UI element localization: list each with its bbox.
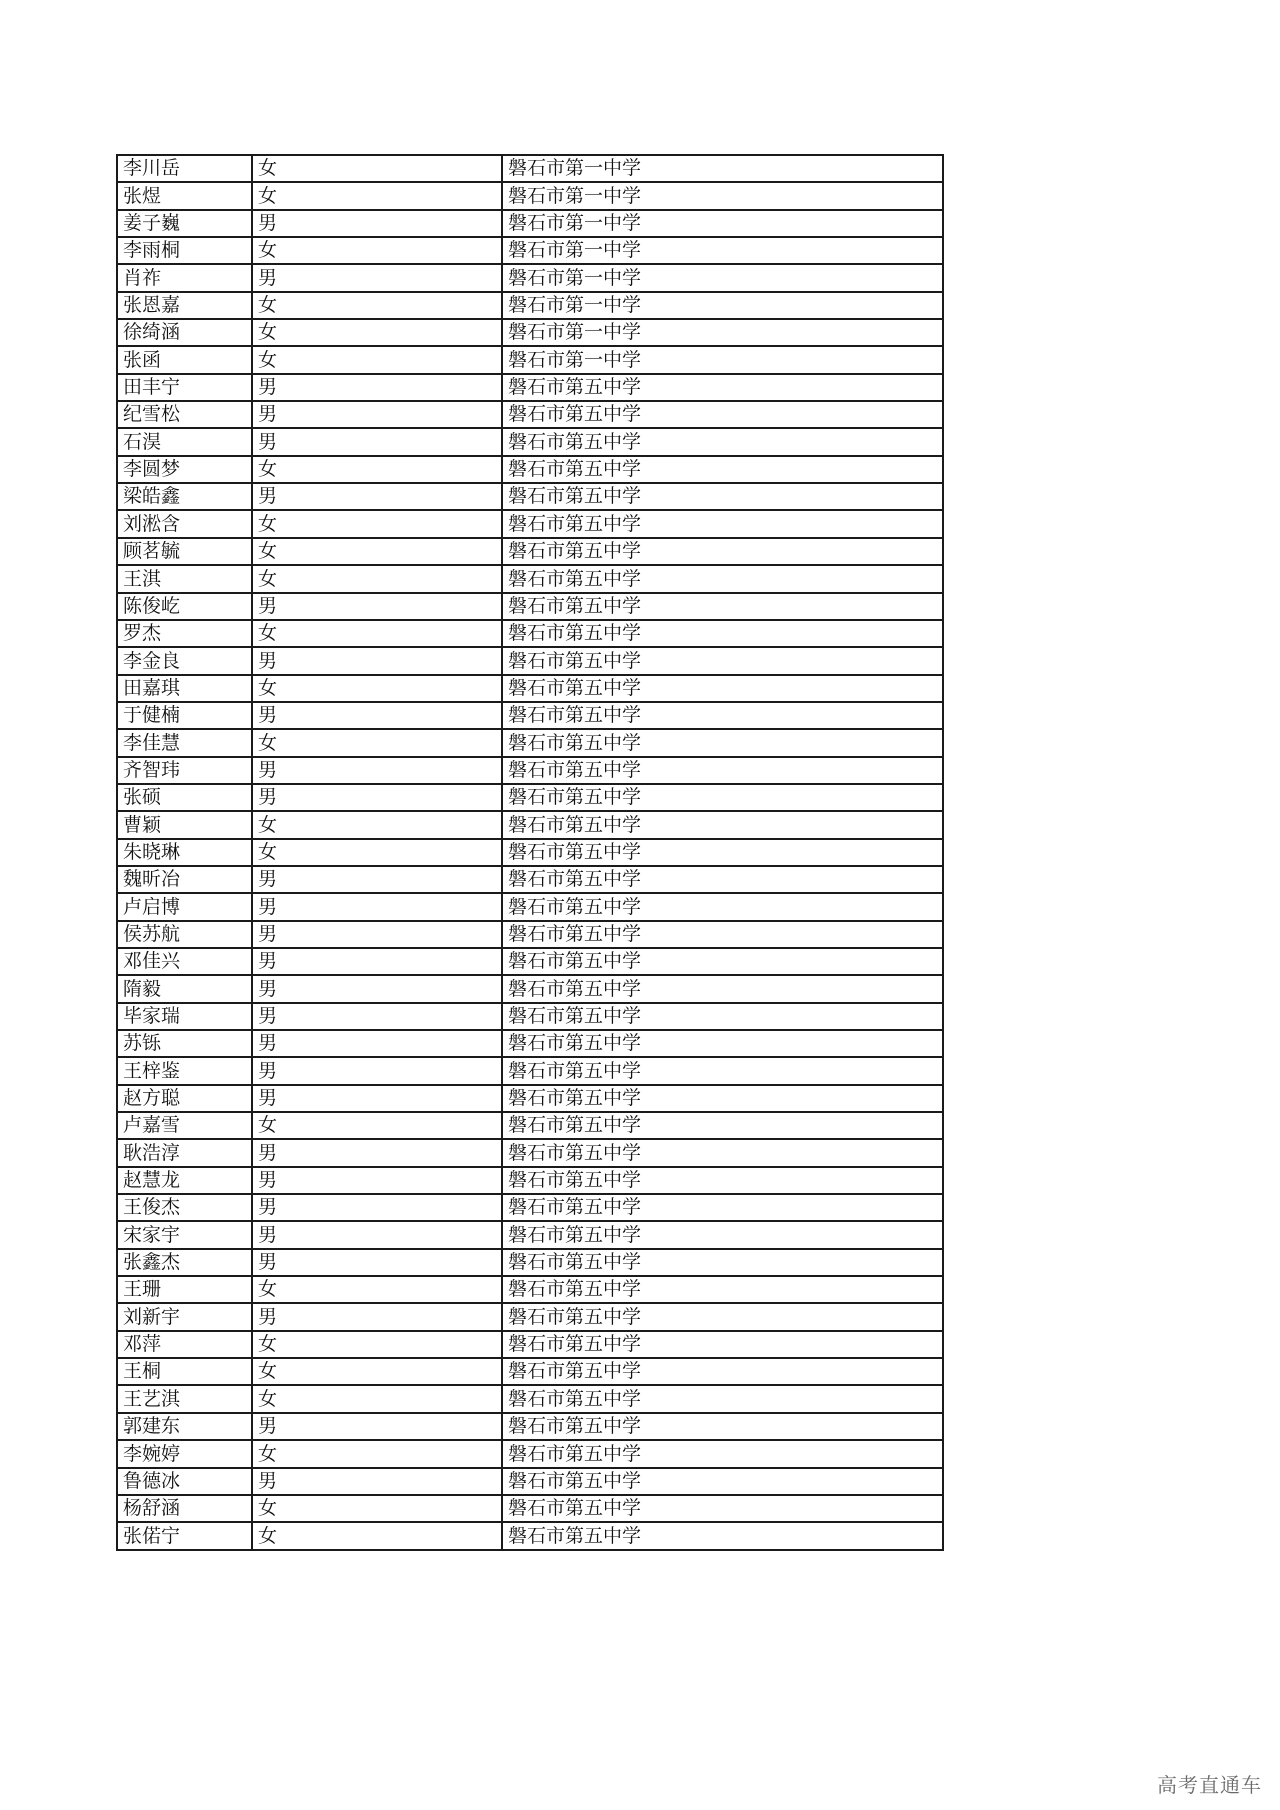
school-cell: 磐石市第五中学 — [502, 620, 943, 647]
gender-cell: 女 — [252, 538, 502, 565]
name-cell: 徐绮涵 — [117, 319, 252, 346]
school-cell: 磐石市第五中学 — [502, 428, 943, 455]
gender-cell: 男 — [252, 483, 502, 510]
name-cell: 张恩嘉 — [117, 292, 252, 319]
school-cell: 磐石市第五中学 — [502, 1385, 943, 1412]
table-row — [117, 1112, 943, 1139]
table-row — [117, 757, 943, 784]
name-cell: 李金良 — [117, 647, 252, 674]
name-cell: 朱晓琳 — [117, 839, 252, 866]
table-row — [117, 565, 943, 592]
gender-cell: 男 — [252, 921, 502, 948]
name-cell: 张函 — [117, 346, 252, 373]
table-row — [117, 702, 943, 729]
name-cell: 张煜 — [117, 182, 252, 209]
school-cell: 磐石市第五中学 — [502, 1139, 943, 1166]
school-cell: 磐石市第五中学 — [502, 1194, 943, 1221]
table-row — [117, 893, 943, 920]
name-cell: 刘淞含 — [117, 510, 252, 537]
gender-cell: 男 — [252, 1030, 502, 1057]
school-cell: 磐石市第五中学 — [502, 1112, 943, 1139]
school-cell: 磐石市第五中学 — [502, 565, 943, 592]
name-cell: 李雨桐 — [117, 237, 252, 264]
gender-cell: 男 — [252, 1413, 502, 1440]
name-cell: 耿浩淳 — [117, 1139, 252, 1166]
name-cell: 田嘉琪 — [117, 675, 252, 702]
name-cell: 侯苏航 — [117, 921, 252, 948]
gender-cell: 女 — [252, 1440, 502, 1467]
name-cell: 卢嘉雪 — [117, 1112, 252, 1139]
school-cell: 磐石市第五中学 — [502, 893, 943, 920]
name-cell: 邓佳兴 — [117, 948, 252, 975]
gender-cell: 男 — [252, 374, 502, 401]
table-row — [117, 428, 943, 455]
school-cell: 磐石市第一中学 — [502, 155, 943, 182]
name-cell: 隋毅 — [117, 975, 252, 1002]
school-cell: 磐石市第五中学 — [502, 401, 943, 428]
table-row — [117, 456, 943, 483]
table-row — [117, 593, 943, 620]
name-cell: 张硕 — [117, 784, 252, 811]
name-cell: 石淏 — [117, 428, 252, 455]
gender-cell: 男 — [252, 428, 502, 455]
table-row — [117, 374, 943, 401]
school-cell: 磐石市第一中学 — [502, 237, 943, 264]
gender-cell: 女 — [252, 620, 502, 647]
table-row — [117, 1167, 943, 1194]
name-cell: 曹颖 — [117, 811, 252, 838]
gender-cell: 女 — [252, 729, 502, 756]
gender-cell: 女 — [252, 237, 502, 264]
gender-cell: 男 — [252, 264, 502, 291]
table-row — [117, 1331, 943, 1358]
name-cell: 纪雪松 — [117, 401, 252, 428]
gender-cell: 女 — [252, 155, 502, 182]
name-cell: 李婉婷 — [117, 1440, 252, 1467]
school-cell: 磐石市第五中学 — [502, 1030, 943, 1057]
name-cell: 李佳慧 — [117, 729, 252, 756]
student-list-body — [117, 155, 943, 1550]
school-cell: 磐石市第五中学 — [502, 510, 943, 537]
table-row — [117, 1303, 943, 1330]
table-row — [117, 1495, 943, 1522]
name-cell: 宋家宇 — [117, 1221, 252, 1248]
school-cell: 磐石市第五中学 — [502, 1221, 943, 1248]
gender-cell: 女 — [252, 675, 502, 702]
gender-cell: 男 — [252, 1221, 502, 1248]
school-cell: 磐石市第五中学 — [502, 1358, 943, 1385]
table-row — [117, 866, 943, 893]
school-cell: 磐石市第五中学 — [502, 811, 943, 838]
name-cell: 王俊杰 — [117, 1194, 252, 1221]
table-row — [117, 210, 943, 237]
school-cell: 磐石市第五中学 — [502, 1167, 943, 1194]
name-cell: 赵方聪 — [117, 1085, 252, 1112]
table-row — [117, 675, 943, 702]
school-cell: 磐石市第五中学 — [502, 948, 943, 975]
name-cell: 邓萍 — [117, 1331, 252, 1358]
name-cell: 鲁德冰 — [117, 1468, 252, 1495]
school-cell: 磐石市第一中学 — [502, 182, 943, 209]
name-cell: 王艺淇 — [117, 1385, 252, 1412]
gender-cell: 女 — [252, 811, 502, 838]
name-cell: 李圆梦 — [117, 456, 252, 483]
table-row — [117, 319, 943, 346]
gender-cell: 女 — [252, 565, 502, 592]
gender-cell: 男 — [252, 757, 502, 784]
gender-cell: 女 — [252, 1331, 502, 1358]
name-cell: 卢启博 — [117, 893, 252, 920]
gender-cell: 女 — [252, 319, 502, 346]
school-cell: 磐石市第五中学 — [502, 675, 943, 702]
name-cell: 魏昕冶 — [117, 866, 252, 893]
table-row — [117, 1003, 943, 1030]
school-cell: 磐石市第五中学 — [502, 538, 943, 565]
gender-cell: 女 — [252, 1276, 502, 1303]
gender-cell: 女 — [252, 1358, 502, 1385]
gender-cell: 男 — [252, 866, 502, 893]
table-row — [117, 237, 943, 264]
table-row — [117, 839, 943, 866]
school-cell: 磐石市第一中学 — [502, 319, 943, 346]
school-cell: 磐石市第五中学 — [502, 1003, 943, 1030]
school-cell: 磐石市第五中学 — [502, 729, 943, 756]
name-cell: 于健楠 — [117, 702, 252, 729]
gender-cell: 男 — [252, 210, 502, 237]
table-row — [117, 729, 943, 756]
table-row — [117, 620, 943, 647]
school-cell: 磐石市第五中学 — [502, 784, 943, 811]
table-row — [117, 948, 943, 975]
watermark-text: 高考直通车 — [1157, 1773, 1262, 1797]
table-row — [117, 510, 943, 537]
name-cell: 王桐 — [117, 1358, 252, 1385]
table-row — [117, 647, 943, 674]
table-row — [117, 538, 943, 565]
school-cell: 磐石市第一中学 — [502, 292, 943, 319]
table-row — [117, 1413, 943, 1440]
table-row — [117, 1030, 943, 1057]
school-cell: 磐石市第五中学 — [502, 921, 943, 948]
school-cell: 磐石市第五中学 — [502, 1413, 943, 1440]
table-row — [117, 346, 943, 373]
gender-cell: 男 — [252, 1057, 502, 1084]
school-cell: 磐石市第一中学 — [502, 346, 943, 373]
school-cell: 磐石市第五中学 — [502, 757, 943, 784]
student-list-table — [116, 154, 944, 1551]
gender-cell: 男 — [252, 1085, 502, 1112]
table-row — [117, 1249, 943, 1276]
gender-cell: 女 — [252, 1112, 502, 1139]
school-cell: 磐石市第五中学 — [502, 1249, 943, 1276]
school-cell: 磐石市第五中学 — [502, 866, 943, 893]
table-row — [117, 1194, 943, 1221]
name-cell: 杨舒涵 — [117, 1495, 252, 1522]
name-cell: 顾茗毓 — [117, 538, 252, 565]
table-row — [117, 1358, 943, 1385]
gender-cell: 女 — [252, 1385, 502, 1412]
name-cell: 李川岳 — [117, 155, 252, 182]
table-row — [117, 1522, 943, 1549]
school-cell: 磐石市第五中学 — [502, 1440, 943, 1467]
name-cell: 毕家瑞 — [117, 1003, 252, 1030]
table-row — [117, 1085, 943, 1112]
name-cell: 姜子巍 — [117, 210, 252, 237]
name-cell: 郭建东 — [117, 1413, 252, 1440]
gender-cell: 男 — [252, 1003, 502, 1030]
table-row — [117, 975, 943, 1002]
name-cell: 刘新宇 — [117, 1303, 252, 1330]
table-row — [117, 401, 943, 428]
gender-cell: 男 — [252, 1167, 502, 1194]
gender-cell: 男 — [252, 893, 502, 920]
name-cell: 王梓鉴 — [117, 1057, 252, 1084]
school-cell: 磐石市第一中学 — [502, 210, 943, 237]
gender-cell: 男 — [252, 1249, 502, 1276]
name-cell: 苏铄 — [117, 1030, 252, 1057]
school-cell: 磐石市第五中学 — [502, 1303, 943, 1330]
gender-cell: 男 — [252, 647, 502, 674]
name-cell: 梁皓鑫 — [117, 483, 252, 510]
school-cell: 磐石市第五中学 — [502, 483, 943, 510]
gender-cell: 女 — [252, 456, 502, 483]
gender-cell: 男 — [252, 975, 502, 1002]
table-row — [117, 1440, 943, 1467]
name-cell: 罗杰 — [117, 620, 252, 647]
school-cell: 磐石市第五中学 — [502, 374, 943, 401]
gender-cell: 男 — [252, 1468, 502, 1495]
table-row — [117, 292, 943, 319]
gender-cell: 男 — [252, 1194, 502, 1221]
table-row — [117, 1385, 943, 1412]
school-cell: 磐石市第五中学 — [502, 1495, 943, 1522]
table-row — [117, 155, 943, 182]
school-cell: 磐石市第五中学 — [502, 839, 943, 866]
name-cell: 张偌宁 — [117, 1522, 252, 1549]
gender-cell: 男 — [252, 1139, 502, 1166]
table-row — [117, 1221, 943, 1248]
table-row — [117, 1468, 943, 1495]
name-cell: 王淇 — [117, 565, 252, 592]
table-row — [117, 921, 943, 948]
gender-cell: 男 — [252, 1303, 502, 1330]
gender-cell: 男 — [252, 593, 502, 620]
school-cell: 磐石市第五中学 — [502, 593, 943, 620]
gender-cell: 男 — [252, 948, 502, 975]
school-cell: 磐石市第五中学 — [502, 647, 943, 674]
table-row — [117, 784, 943, 811]
name-cell: 田丰宁 — [117, 374, 252, 401]
table-row — [117, 1276, 943, 1303]
name-cell: 陈俊屹 — [117, 593, 252, 620]
table-row — [117, 811, 943, 838]
gender-cell: 女 — [252, 839, 502, 866]
name-cell: 肖祚 — [117, 264, 252, 291]
table-row — [117, 1139, 943, 1166]
school-cell: 磐石市第五中学 — [502, 1276, 943, 1303]
school-cell: 磐石市第五中学 — [502, 975, 943, 1002]
name-cell: 齐智玮 — [117, 757, 252, 784]
table-row — [117, 264, 943, 291]
gender-cell: 男 — [252, 702, 502, 729]
school-cell: 磐石市第五中学 — [502, 1085, 943, 1112]
table-row — [117, 483, 943, 510]
school-cell: 磐石市第五中学 — [502, 1522, 943, 1549]
table-row — [117, 182, 943, 209]
gender-cell: 女 — [252, 292, 502, 319]
table-row — [117, 1057, 943, 1084]
school-cell: 磐石市第五中学 — [502, 456, 943, 483]
school-cell: 磐石市第五中学 — [502, 1331, 943, 1358]
gender-cell: 男 — [252, 784, 502, 811]
school-cell: 磐石市第五中学 — [502, 702, 943, 729]
school-cell: 磐石市第一中学 — [502, 264, 943, 291]
gender-cell: 女 — [252, 1522, 502, 1549]
name-cell: 赵慧龙 — [117, 1167, 252, 1194]
gender-cell: 女 — [252, 1495, 502, 1522]
school-cell: 磐石市第五中学 — [502, 1468, 943, 1495]
name-cell: 王珊 — [117, 1276, 252, 1303]
school-cell: 磐石市第五中学 — [502, 1057, 943, 1084]
gender-cell: 女 — [252, 346, 502, 373]
gender-cell: 女 — [252, 510, 502, 537]
name-cell: 张鑫杰 — [117, 1249, 252, 1276]
gender-cell: 男 — [252, 401, 502, 428]
gender-cell: 女 — [252, 182, 502, 209]
